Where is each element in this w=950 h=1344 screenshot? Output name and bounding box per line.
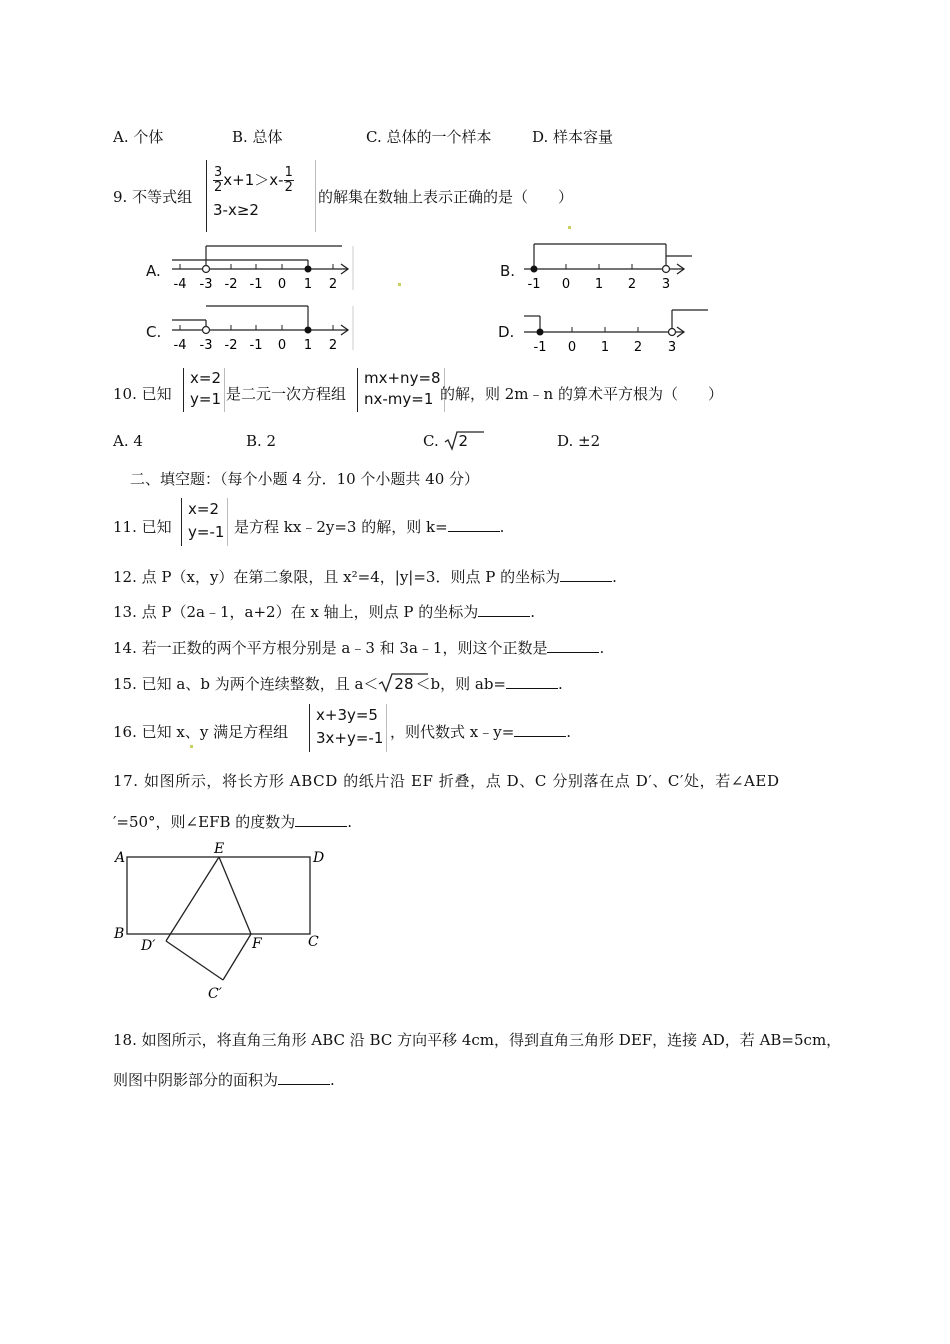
tick-label: -1: [249, 277, 263, 292]
tick-label: -1: [533, 340, 547, 355]
q10-option-c: [423, 432, 468, 450]
q16-end: .: [566, 723, 572, 741]
tick-label: -3: [199, 277, 213, 292]
q11-prefix: 11. 已知: [113, 518, 172, 536]
q11-solution-system: [181, 498, 228, 546]
q8-option-d: D. 样本容量: [532, 128, 614, 146]
tick-label: 1: [600, 340, 610, 355]
section-2-heading: 二、填空题：（每个小题 4 分．10 个小题共 40 分）: [130, 470, 480, 488]
q12-answer-blank[interactable]: [560, 567, 612, 582]
q10-option-c-radical: [444, 432, 469, 450]
q10-equation-system: [357, 368, 445, 412]
q15-suffix: ＜b，则 ab=: [415, 675, 506, 693]
q13-text: 13. 点 P（2a﹣1，a+2）在 x 轴上，则点 P 的坐标为: [113, 603, 479, 621]
tick-label: 3: [661, 277, 671, 292]
q12-end: .: [612, 568, 617, 586]
tick-label: -4: [173, 277, 187, 292]
q10-sol1: x=2: [190, 369, 221, 387]
scan-speck: [568, 226, 571, 229]
q15-radicand: 28: [394, 675, 414, 693]
tick-label: 1: [303, 277, 313, 292]
q10-suffix: 的解，则 2m﹣n 的算术平方根为（ ）: [440, 385, 723, 403]
q15-end: .: [558, 675, 563, 693]
q15-radical: [378, 675, 413, 693]
tick-label: 2: [633, 340, 643, 355]
q12-text: 12. 点 P（x，y）在第二象限，且 x²=4，|y|=3．则点 P 的坐标为: [113, 568, 561, 586]
q11-answer-blank[interactable]: [448, 517, 500, 532]
label-c: C: [308, 934, 319, 950]
q18-answer-blank[interactable]: [278, 1070, 330, 1085]
q16-eq2: 3x+y=-1: [316, 729, 384, 747]
q16-equation-system: [309, 704, 387, 752]
q9-frac1-den: 2: [214, 180, 223, 195]
q14-line: [113, 637, 604, 658]
tick-label: -1: [527, 277, 541, 292]
q18-line2-text: 则图中阴影部分的面积为: [113, 1071, 279, 1089]
label-c-prime: C′: [208, 986, 222, 1002]
tick-label: 3: [667, 340, 677, 355]
q9-option-a-label: A.: [146, 262, 161, 280]
tick-label: 1: [594, 277, 604, 292]
q9-number-line-c: [170, 300, 360, 354]
q11-sol1: x=2: [188, 500, 219, 518]
q14-end: .: [599, 639, 605, 657]
q10-sol2: y=1: [190, 390, 221, 408]
q18-line2: [113, 1069, 335, 1090]
scan-speck: [398, 283, 401, 286]
q15-line: [113, 673, 563, 694]
tick-label: 0: [277, 277, 287, 292]
q9-eq1-mid: x+1＞x-: [223, 171, 284, 189]
q9-frac2-den: 2: [284, 180, 293, 195]
q17-figure: [112, 838, 332, 1003]
q10-solution-system: [183, 368, 225, 412]
q13-line: [113, 601, 535, 622]
tick-label: -2: [224, 277, 238, 292]
q16-prefix: 16. 已知 x、y 满足方程组: [113, 723, 289, 741]
q16-eq1: x+3y=5: [316, 706, 378, 724]
q9-frac1-num: 3: [214, 165, 223, 180]
tick-label: 0: [561, 277, 571, 292]
q9-number-line-d: [520, 302, 712, 356]
q11-sol2: y=-1: [188, 523, 225, 541]
q12-line: [113, 566, 617, 587]
q10-option-c-radicand: 2: [458, 432, 469, 450]
q18-end: .: [330, 1071, 335, 1089]
q17-line2-text: ′=50°，则∠EFB 的度数为: [113, 813, 296, 831]
q9-prefix: 9. 不等式组: [113, 188, 193, 206]
tick-label: -4: [173, 338, 187, 353]
q10-option-d: D. ±2: [557, 432, 601, 450]
tick-label: 2: [627, 277, 637, 292]
scan-speck: [190, 745, 193, 748]
tick-label: 2: [328, 338, 338, 353]
label-d: D: [313, 850, 325, 866]
q9-option-c-label: C.: [146, 323, 162, 341]
q9-eq2: 3-x≥2: [213, 201, 259, 219]
tick-label: -2: [224, 338, 238, 353]
q10-prefix: 10. 已知: [113, 385, 172, 403]
radical-sign-icon: [444, 430, 484, 452]
q17-line1: 17. 如图所示，将长方形 ABCD 的纸片沿 EF 折叠，点 D、C 分别落在点 D′、C′处，若∠AED: [113, 772, 780, 790]
q9-number-line-a: [170, 240, 360, 294]
q8-option-a: A. 个体: [113, 128, 164, 146]
q10-option-a: A. 4: [113, 432, 143, 450]
radical-sign-icon: [378, 672, 428, 694]
q17-end: .: [347, 813, 353, 831]
q9-option-b-label: B.: [500, 262, 516, 280]
q16-text: [390, 721, 571, 742]
q15-prefix: 15. 已知 a、b 为两个连续整数，且 a＜: [113, 675, 379, 693]
tick-label: -3: [199, 338, 213, 353]
q18-line1: 18. 如图所示，将直角三角形 ABC 沿 BC 方向平移 4cm，得到直角三角形 DEF，连接 AD，若 AB=5cm，: [113, 1031, 842, 1049]
q10-eq2: nx-my=1: [364, 390, 434, 408]
q16-answer-blank[interactable]: [514, 722, 566, 737]
q10-eq1: mx+ny=8: [364, 369, 441, 387]
q11-text: [234, 516, 504, 537]
q8-option-b: B. 总体: [232, 128, 283, 146]
q13-answer-blank[interactable]: [478, 602, 530, 617]
label-b: B: [114, 926, 125, 942]
q9-frac2-num: 1: [284, 165, 293, 180]
q14-text: 14. 若一正数的两个平方根分别是 a﹣3 和 3a﹣1，则这个正数是: [113, 639, 548, 657]
q16-suffix: ，则代数式 x﹣y=: [390, 723, 515, 741]
tick-label: 0: [567, 340, 577, 355]
q10-mid: 是二元一次方程组: [226, 385, 347, 403]
q14-answer-blank[interactable]: [547, 638, 599, 653]
q9-number-line-b: [520, 238, 700, 294]
q11-suffix: 是方程 kx﹣2y=3 的解，则 k=: [234, 518, 448, 536]
q13-end: .: [530, 603, 535, 621]
label-a: A: [115, 850, 126, 866]
q17-answer-blank[interactable]: [295, 812, 347, 827]
q9-inequality-system: [206, 160, 316, 232]
tick-label: -1: [249, 338, 263, 353]
label-d-prime: D′: [141, 938, 156, 954]
tick-label: 2: [328, 277, 338, 292]
q8-option-c: C. 总体的一个样本: [366, 128, 492, 146]
tick-label: 1: [303, 338, 313, 353]
q9-suffix: 的解集在数轴上表示正确的是（ ）: [318, 188, 574, 206]
q15-answer-blank[interactable]: [506, 674, 558, 689]
label-f: F: [252, 936, 262, 952]
label-e: E: [214, 841, 225, 857]
q9-option-d-label: D.: [498, 323, 515, 341]
q17-line2: [113, 811, 352, 832]
q11-end: .: [499, 518, 505, 536]
tick-label: 0: [277, 338, 287, 353]
q10-option-b: B. 2: [246, 432, 277, 450]
q10-option-c-label: C.: [423, 432, 439, 450]
